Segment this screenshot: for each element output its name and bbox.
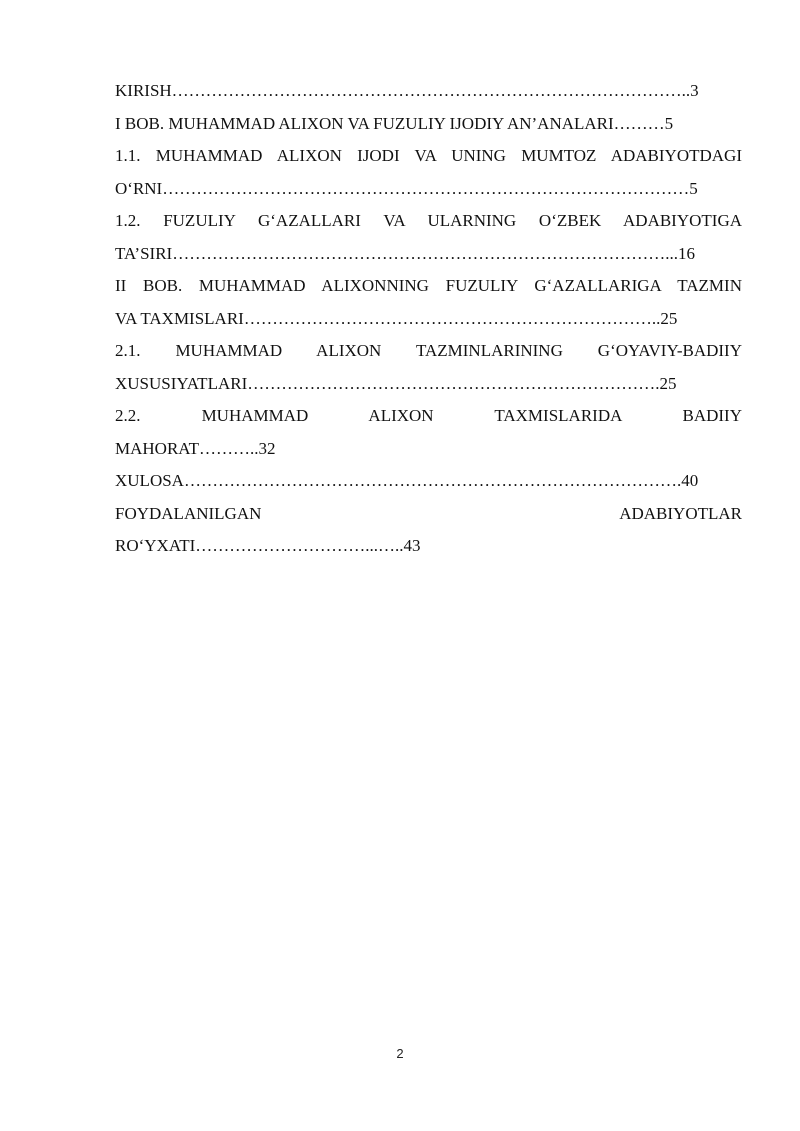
toc-entry-section-2-2-cont: MAHORAT………..32: [115, 438, 276, 458]
table-of-contents: [115, 75, 742, 563]
toc-entry-chapter-2-cont: VA TAXMISLARI………………………………………………………………..25: [115, 308, 678, 328]
toc-entry-chapter-2: II BOB. MUHAMMAD ALIXONNING FUZULIY G‘AZALLARIGA TAZMIN: [115, 276, 742, 295]
toc-entry-section-1-1: 1.1. MUHAMMAD ALIXON IJODI VA UNING MUMTOZ ADABIYOTDAGI: [115, 146, 742, 165]
toc-entry-references-cont: RO‘YXATI…………………………...…..43: [115, 536, 421, 555]
toc-entry-section-1-1-cont: O‘RNI…………………………………………………………………………………5: [115, 178, 698, 198]
toc-entry-chapter-1: I BOB. MUHAMMAD ALIXON VA FUZULIY IJODIY AN’ANALARI………5: [115, 113, 674, 133]
toc-entry-xulosa: XULOSA…………………………………………………………………………….40: [115, 471, 699, 490]
page-number: 2: [396, 1046, 404, 1061]
toc-entry-section-1-2: 1.2. FUZULIY G‘AZALLARI VA ULARNING O‘ZBEK ADABIYOTIGA: [115, 211, 742, 230]
toc-entry-references: FOYDALANILGAN ADABIYOTLAR: [115, 503, 742, 523]
toc-entry-section-2-2: 2.2. MUHAMMAD ALIXON TAXMISLARIDA BADIIY: [115, 406, 742, 425]
toc-entry-kirish: KIRISH………………………………………………………………………………..3: [115, 81, 699, 100]
toc-entry-section-2-1: 2.1. MUHAMMAD ALIXON TAZMINLARINING G‘OYAVIY-BADIIY: [115, 341, 742, 360]
toc-entry-section-1-2-cont: TA’SIRI……………………………………………………………………………...16: [115, 243, 695, 263]
toc-entry-section-2-1-cont: XUSUSIYATLARI……………………………………………………………….25: [115, 373, 677, 393]
